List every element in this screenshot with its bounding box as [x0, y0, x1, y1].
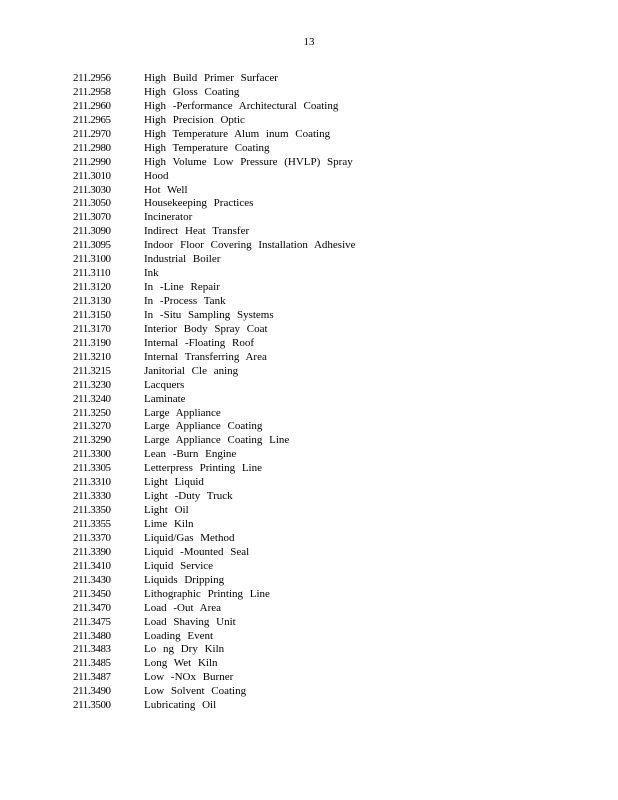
defined-term: Light Oil — [144, 504, 189, 517]
list-item — [73, 170, 593, 184]
section-number: 211.3030 — [73, 183, 111, 196]
list-item — [73, 72, 593, 86]
section-number: 211.3130 — [73, 295, 111, 307]
defined-term: Light Liquid — [144, 476, 204, 489]
list-item — [73, 211, 593, 225]
section-number: 211.3240 — [73, 392, 111, 405]
defined-term: In -Process Tank — [144, 295, 226, 307]
defined-term: Interior Body Spray Coat — [144, 322, 268, 335]
list-item — [73, 184, 593, 198]
list-item — [73, 239, 593, 253]
list-item — [73, 532, 593, 546]
section-number: 211.3100 — [73, 253, 111, 266]
list-item — [73, 86, 593, 100]
section-number: 211.3010 — [73, 169, 111, 182]
list-item — [73, 267, 593, 281]
list-item — [73, 671, 593, 685]
defined-term: Internal Transferring Area — [144, 350, 267, 363]
section-number: 211.3470 — [73, 601, 111, 614]
defined-term: Incinerator — [144, 211, 193, 224]
defined-term: Long Wet Kiln — [144, 657, 218, 670]
list-item — [73, 393, 593, 407]
section-number: 211.2960 — [73, 99, 111, 112]
list-item — [73, 365, 593, 379]
section-number: 211.3050 — [73, 197, 111, 210]
list-item — [73, 295, 593, 309]
list-item — [73, 337, 593, 351]
list-item — [73, 546, 593, 560]
defined-term: Load -Out Area — [144, 601, 222, 614]
defined-term: Large Appliance — [144, 406, 221, 419]
defined-term: Hot Well — [144, 183, 188, 196]
section-number: 211.3090 — [73, 225, 111, 238]
section-number: 211.3290 — [73, 434, 111, 447]
section-number: 211.3330 — [73, 490, 111, 503]
defined-term: Liquid Service — [144, 559, 214, 572]
section-number: 211.3370 — [73, 531, 111, 544]
defined-term: Low -NOx Burner — [144, 671, 234, 684]
defined-term: Lo ng Dry Kiln — [144, 643, 225, 656]
defined-term: High Build Primer Surfacer — [144, 72, 278, 84]
list-item — [73, 197, 593, 211]
list-item — [73, 309, 593, 323]
section-number: 211.3350 — [73, 504, 111, 517]
section-number: 211.3390 — [73, 545, 111, 558]
section-number: 211.3150 — [73, 308, 111, 321]
defined-term: In -Situ Sampling Systems — [144, 308, 274, 321]
list-item — [73, 142, 593, 156]
defined-term: Industrial Boiler — [144, 253, 221, 266]
section-number: 211.2956 — [73, 72, 111, 84]
list-item — [73, 602, 593, 616]
defined-term: Lime Kiln — [144, 518, 194, 530]
list-item — [73, 574, 593, 588]
list-item — [73, 420, 593, 434]
section-number: 211.3430 — [73, 573, 111, 586]
section-number: 211.3490 — [73, 685, 111, 698]
defined-term: Lacquers — [144, 378, 185, 391]
list-item — [73, 630, 593, 644]
defined-term: Liquid/Gas Method — [144, 531, 235, 544]
section-number: 211.3500 — [73, 699, 111, 712]
defined-term: Load Shaving Unit — [144, 615, 236, 628]
defined-term: Light -Duty Truck — [144, 490, 233, 503]
section-number: 211.2965 — [73, 113, 111, 126]
list-item — [73, 434, 593, 448]
defined-term: Large Appliance Coating — [144, 420, 263, 433]
defined-term: Internal -Floating Roof — [144, 336, 255, 349]
list-item — [73, 253, 593, 267]
section-number: 211.3170 — [73, 322, 111, 335]
defined-term: High Volume Low Pressure (HVLP) Spray — [144, 155, 353, 168]
section-number: 211.3475 — [73, 615, 111, 628]
defined-term: Low Solvent Coating — [144, 685, 247, 698]
list-item — [73, 156, 593, 170]
section-number: 211.3110 — [73, 267, 111, 280]
section-number: 211.3190 — [73, 336, 111, 349]
defined-term: High Temperature Coating — [144, 141, 270, 154]
defined-term: Janitorial Cle aning — [144, 364, 239, 377]
list-item — [73, 504, 593, 518]
defined-term: Lithographic Printing Line — [144, 587, 270, 600]
defined-term: Loading Event — [144, 629, 214, 642]
section-number: 211.3487 — [73, 671, 111, 684]
list-item — [73, 685, 593, 699]
defined-term: Large Appliance Coating Line — [144, 434, 290, 447]
section-number: 211.3480 — [73, 629, 111, 642]
defined-term: Liquids Dripping — [144, 573, 225, 586]
list-item — [73, 560, 593, 574]
section-number: 211.3410 — [73, 559, 111, 572]
list-item — [73, 643, 593, 657]
defined-term: High -Performance Architectural Coating — [144, 99, 339, 112]
section-number: 211.3355 — [73, 518, 111, 530]
list-item — [73, 616, 593, 630]
defined-term: Indirect Heat Transfer — [144, 225, 250, 238]
list-item — [73, 462, 593, 476]
section-number: 211.3230 — [73, 378, 111, 391]
defined-term: Ink — [144, 267, 159, 280]
defined-term: Hood — [144, 169, 169, 182]
list-item — [73, 699, 593, 713]
list-item — [73, 351, 593, 365]
defined-term: High Gloss Coating — [144, 85, 240, 98]
section-number: 211.2980 — [73, 141, 111, 154]
list-item — [73, 128, 593, 142]
list-item — [73, 490, 593, 504]
list-item — [73, 225, 593, 239]
list-item — [73, 657, 593, 671]
section-number: 211.3210 — [73, 350, 111, 363]
section-number: 211.3250 — [73, 406, 111, 419]
defined-term: Housekeeping Practices — [144, 197, 254, 210]
section-number: 211.3310 — [73, 476, 111, 489]
list-item — [73, 379, 593, 393]
defined-term: High Temperature Alum inum Coating — [144, 127, 331, 140]
list-item — [73, 476, 593, 490]
defined-term: Liquid -Mounted Seal — [144, 545, 250, 558]
list-item — [73, 100, 593, 114]
list-item — [73, 518, 593, 532]
section-number: 211.3070 — [73, 211, 111, 224]
page-number: 13 — [303, 36, 315, 48]
list-item — [73, 323, 593, 337]
section-number: 211.3450 — [73, 587, 111, 600]
list-item — [73, 588, 593, 602]
defined-term: Lubricating Oil — [144, 699, 217, 712]
section-number: 211.3483 — [73, 643, 111, 656]
section-number: 211.3305 — [73, 462, 111, 475]
defined-term: High Precision Optic — [144, 113, 245, 126]
section-number: 211.2970 — [73, 127, 111, 140]
defined-term: Laminate — [144, 392, 186, 405]
section-number: 211.3300 — [73, 448, 111, 461]
section-number: 211.2990 — [73, 155, 111, 168]
section-number: 211.3215 — [73, 364, 111, 377]
list-item — [73, 281, 593, 295]
list-item — [73, 114, 593, 128]
list-item — [73, 448, 593, 462]
defined-term: Indoor Floor Covering Installation Adhesive — [144, 239, 356, 252]
defined-term: In -Line Repair — [144, 281, 220, 294]
section-number: 211.3095 — [73, 239, 111, 252]
defined-term: Letterpress Printing Line — [144, 462, 262, 475]
defined-term: Lean -Burn Engine — [144, 448, 237, 461]
section-number: 211.3485 — [73, 657, 111, 670]
section-number: 211.3270 — [73, 420, 111, 433]
definition-index-list — [73, 72, 593, 713]
section-number: 211.3120 — [73, 281, 111, 294]
section-number: 211.2958 — [73, 85, 111, 98]
list-item — [73, 407, 593, 421]
